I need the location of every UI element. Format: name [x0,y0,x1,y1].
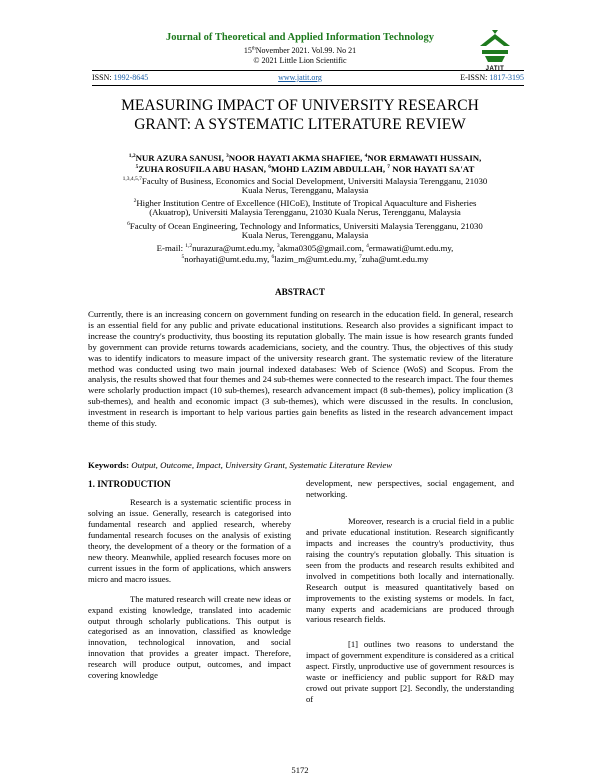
author-name: NOR HAYATI SA'AT [390,163,475,174]
page-number: 5172 [291,765,309,775]
left-column [88,497,291,690]
journal-title: Journal of Theoretical and Applied Information Technology [166,32,434,43]
author-sup: 7 [387,164,391,170]
issn-label: ISSN: [92,73,112,82]
eissn-label: E-ISSN: [460,73,488,82]
paper-title [60,96,540,134]
issue-rest: November 2021. Vol.99. No 21 [255,46,357,55]
email-label: E-mail: [156,242,186,253]
header-rule-bottom [92,85,524,86]
author-name: NOOR HAYATI AKMA SHAFIEE, [228,152,365,163]
keywords [88,460,513,470]
affiliation-sup: 6 [127,221,130,227]
paragraph: The matured research will create new ideas or expand existing knowledge, translated into academic output through scholarly publications. This output is categorised as an innovation, classified as knowledge innovation, technological innovation, and social innovation that provides a greater impact. Therefore, research will produce output, outcomes, and impact covering knowledge [88,593,291,681]
eissn-value: 1817-3195 [489,73,524,82]
email-sup: 5 [181,254,185,260]
email-5[interactable]: lazim_m@umt.edu.my, [274,253,359,264]
jatit-logo-icon [478,28,512,68]
emails-line-2 [80,252,530,265]
issn-value: 1992-8645 [113,73,149,82]
right-column [306,478,514,714]
email-sup: 7 [358,254,362,260]
author-sup: 4 [364,153,368,159]
issue-day: 15 [243,46,252,55]
email-3[interactable]: ermawati@umt.edu.my, [368,242,454,253]
section-heading-introduction: 1. INTRODUCTION [88,479,171,489]
keywords-label: Keywords: [88,460,132,470]
affiliation-text: Faculty of Business, Economics and Social Development, Universiti Malaysia Terengganu, 21030 [141,175,488,186]
email-4[interactable]: norhayati@umt.edu.my, [184,253,272,264]
paragraph: development, new perspectives, social engagement, and networking. [306,478,514,499]
author-sup: 6 [268,164,271,170]
journal-website-link[interactable]: www.jatit.org [278,73,322,82]
author-sup: 1,2 [128,153,136,159]
email-sup: 1,2 [185,243,193,249]
abstract-body: Currently, there is an increasing concern on government funding on research in the education field. In general, research is an essential field for any public and private educational institutions. Research also provides a significant impact to increase the country's productivity, thus boosting its reputation globally. The main issue is how research grants funded by government can provide returns towards academicians, society, and the country. Thus, the objectives of this study was to identify indicators to measure impact of the university research grant. The systematic review of the literature method was conducted using two main journal indexed databases: Web of Science (WoS) and Scopus. From the analysis, the results showed that four themes and 24 sub-themes were connected to the research impact. The four themes were scholarly production impact (10 sub-themes), research advancement impact (8 sub-themes), policy implication (3 sub-themes), and health and economic impact (3 sub-themes), which were discussed in the results. In conclusion, investment in research is important to help various parties gain benefits as listed in the research advancement impact theme of this study. [88,309,513,429]
author-name: ZUHA ROSUFILA ABU HASAN, [138,163,269,174]
affiliation-text: Higher Institution Centre of Excellence (HICoE), Institute of Tropical Aquaculture and Fisheries [136,197,477,208]
affiliation-2-line-2: (Akuatrop), Universiti Malaysia Terengganu, 21030 Kuala Nerus, Terengganu, Malaysia [149,207,461,217]
author-name: MOHD LAZIM ABDULLAH, [270,163,388,174]
affiliation-1-line-2: Kuala Nerus, Terengganu, Malaysia [241,185,369,195]
affiliation-sup: 1,3,4,5,7 [122,176,142,182]
author-name: NOR ERMAWATI HUSSAIN, [367,152,482,163]
authors-line-2 [80,162,530,175]
paper-title-line-2: GRANT: A SYSTEMATIC LITERATURE REVIEW [134,116,466,133]
keywords-text: Output, Outcome, Impact, University Grant, Systematic Literature Review [131,460,393,470]
affiliation-text: Faculty of Ocean Engineering, Technology and Informatics, Universiti Malaysia Terengganu, 21030 [129,220,483,231]
email-sup: 4 [366,243,369,249]
email-1[interactable]: nurazura@umt.edu.my, [192,242,277,253]
issue-day-suffix: th [251,46,256,52]
email-sup: 3 [276,243,280,249]
paragraph: [1] outlines two reasons to understand the impact of government expenditure is considered as a critical aspect. Firstly, unproductive use of government resources is waste or inefficiency and public support for R&D may crowd out private support [2]. Secondly, the understanding of [306,639,514,705]
header-rule-top [92,70,524,71]
paragraph: Research is a systematic scientific process in solving an issue. Generally, research is categorised into fundamental research and applied research, whereby fundamental research focuses on the analysis of existing theory, the development of a theory or the formation of a new theory. Meanwhile, applied research focuses more on current issues in the form of applications, which answers micro and macro issues. [88,497,291,584]
author-sup: 3 [226,153,229,159]
email-sup: 6 [271,254,275,260]
logo-text: JATIT [485,66,505,72]
paragraph: Moreover, research is a crucial field in a public and private educational institution. Research significantly impacts and increases the country's productivity, thus raising the country's reputation globally. This situation is seen from the products and research results exhibited and involved in competitions both locally and internationally. Research output is measured quantitatively based on improvements to the existing systems or models. In fact, many experts and academicians are produced through various research fields. [306,515,514,625]
journal-copyright: © 2021 Little Lion Scientific [253,56,347,65]
author-name: NUR AZURA SANUSI, [135,152,227,163]
email-2[interactable]: akma0305@gmail.com, [279,242,367,253]
abstract-heading: ABSTRACT [274,287,326,297]
eissn [460,73,524,82]
paper-title-line-1: MEASURING IMPACT OF UNIVERSITY RESEARCH [121,97,479,114]
email-6[interactable]: zuha@umt.edu.my [361,253,429,264]
affiliation-3-line-2: Kuala Nerus, Terengganu, Malaysia [241,230,369,240]
affiliation-sup: 2 [133,198,137,204]
author-sup: 5 [135,164,139,170]
